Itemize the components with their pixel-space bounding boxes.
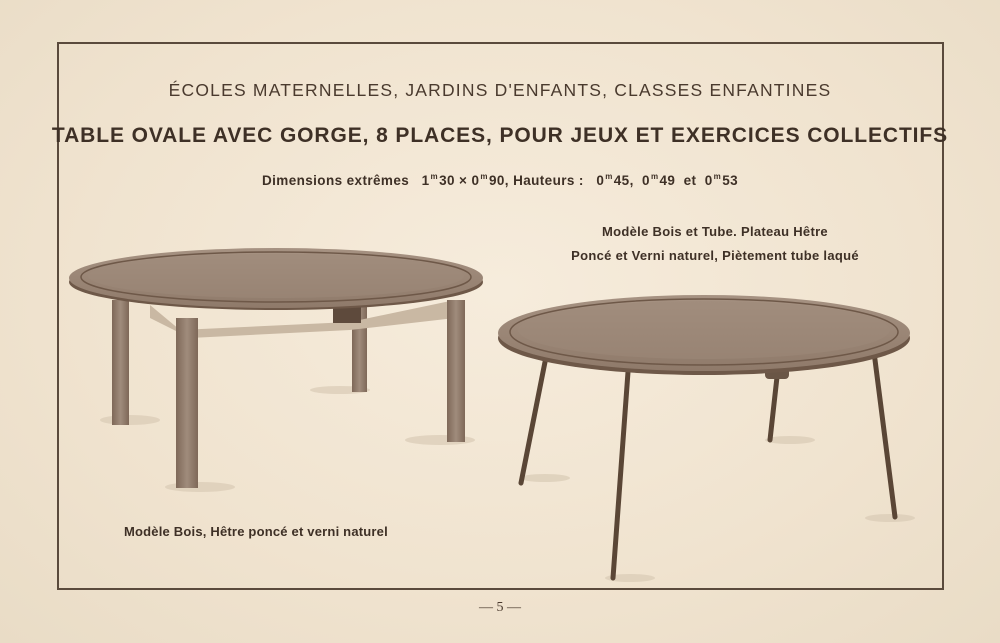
dimensions-line: Dimensions extrêmes 1m30 × 0m90, Hauteurs : 0m45, 0m49 et 0m53 <box>261 172 739 188</box>
dim-and: et <box>683 173 697 188</box>
page-number: — 5 — <box>479 600 521 615</box>
caption-tube-line2: Poncé et Verni naturel, Piètement tube laqué <box>571 248 859 263</box>
wooden-table-illustration <box>69 248 483 492</box>
header-title: TABLE OVALE AVEC GORGE, 8 PLACES, POUR JEUX ET EXERCICES COLLECTIFS <box>51 124 949 147</box>
dim-h1-cm: 45 <box>613 173 630 188</box>
dim-width-cm: 90 <box>488 173 505 188</box>
dim-h2-m: 0 <box>642 173 650 188</box>
dim-heights-label: , Hauteurs : <box>504 173 584 188</box>
tube-table-illustration <box>498 295 915 582</box>
dim-h2-cm: 49 <box>659 173 676 188</box>
header-subtitle: ÉCOLES MATERNELLES, JARDINS D'ENFANTS, CLASSES ENFANTINES <box>168 80 832 100</box>
dim-unit-sup: m <box>430 172 439 181</box>
caption-wood-model: Modèle Bois, Hêtre poncé et verni naturel <box>124 524 388 539</box>
dim-unit-sup: m <box>605 172 613 181</box>
dim-h3-cm: 53 <box>722 173 739 188</box>
dim-unit-sup: m <box>713 172 722 181</box>
dim-unit-sup: m <box>480 172 488 181</box>
dim-times: × <box>459 173 468 188</box>
dim-h3-m: 0 <box>704 173 713 188</box>
dim-h1-m: 0 <box>596 173 605 188</box>
dim-width-m: 0 <box>471 173 480 188</box>
dimensions-prefix: Dimensions extrêmes <box>261 173 410 188</box>
dim-length-cm: 30 <box>439 173 455 188</box>
caption-tube-line1: Modèle Bois et Tube. Plateau Hêtre <box>602 224 828 239</box>
dim-length-m: 1 <box>421 173 430 188</box>
dim-unit-sup: m <box>650 172 659 181</box>
